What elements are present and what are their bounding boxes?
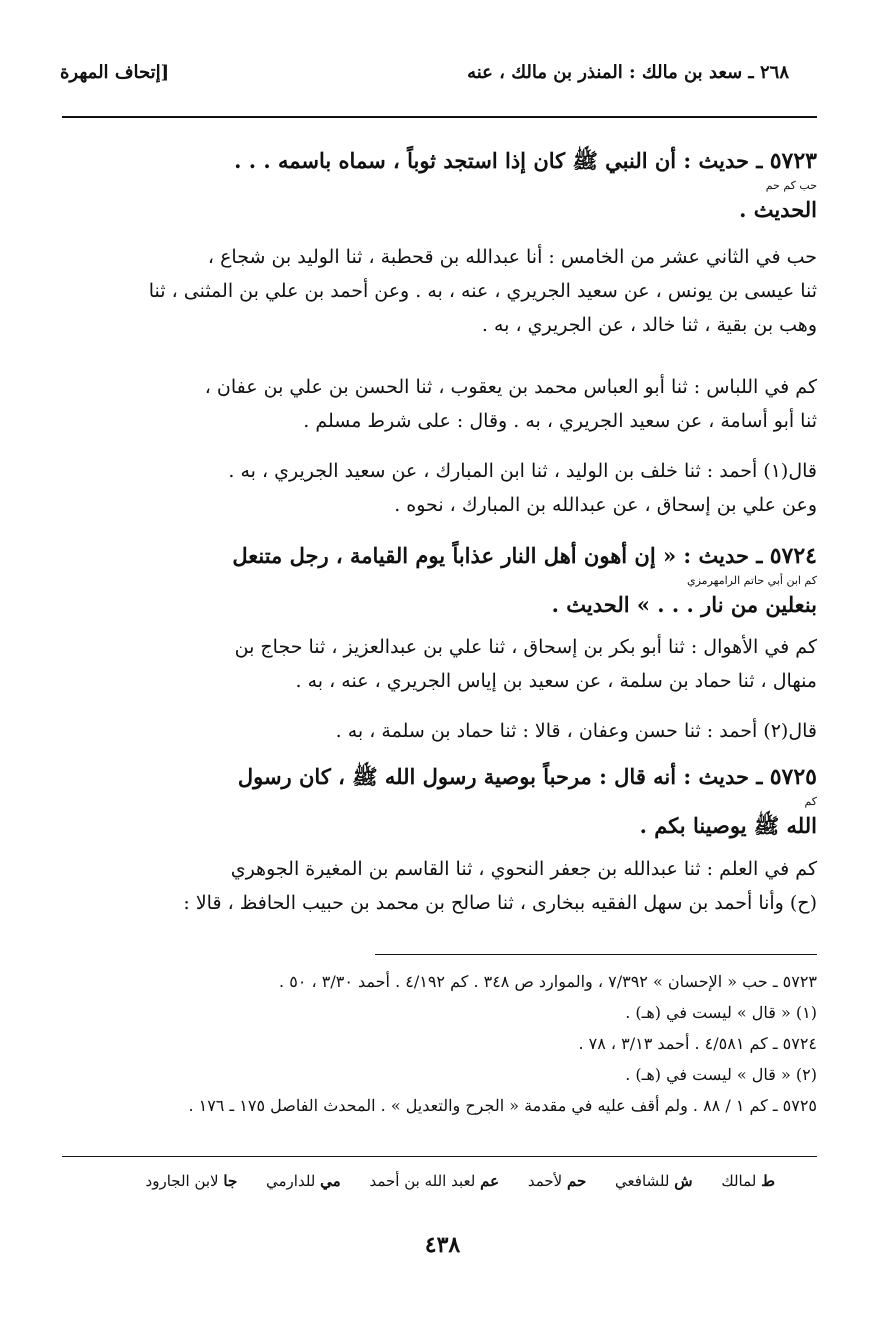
footnote-line: (١) « قال » ليست في (هـ) . — [625, 1003, 817, 1022]
entry-sigla: كم ابن أبي حاتم الرامهرمزي — [687, 574, 817, 587]
entry-heading — [62, 759, 817, 795]
isnad-paragraph — [62, 630, 817, 698]
page-number: ٤٣٨ — [424, 1232, 461, 1258]
abbr-item: جا لابن الجارود — [145, 1172, 238, 1190]
text-line: منهال ، ثنا حماد بن سلمة ، عن سعيد بن إياس الجريري ، عنه ، به . — [295, 670, 817, 692]
entry-sigla: حب كم حم — [765, 179, 817, 192]
footnote-line: ٥٧٢٣ ـ حب « الإحسان » ٧/٣٩٢ ، والموارد ص ٣٤٨ . كم ٤/١٩٢ . أحمد ٣/٣٠ ، ٥٠ . — [279, 972, 817, 991]
entry-number: ٥٧٢٥ — [769, 764, 817, 790]
footnote-rule — [375, 954, 817, 955]
header-book-title: [إتحاف المهرة — [60, 62, 170, 83]
entry-heading — [62, 538, 817, 574]
footnote-line: (٢) « قال » ليست في (هـ) . — [625, 1065, 817, 1084]
text-line: ثنا أبو أسامة ، عن سعيد الجريري ، به . وقال : على شرط مسلم . — [303, 410, 817, 432]
abbr-item: مي للدارمي — [266, 1172, 341, 1190]
entry-title: ـ حديث : أنه قال : مرحباً بوصية رسول الله ﷺ ، كان رسول — [237, 764, 763, 789]
text-line: كم في اللباس : ثنا أبو العباس محمد بن يعقوب ، ثنا الحسن بن علي بن عفان ، — [204, 376, 817, 398]
abbr-item: حم لأحمد — [527, 1172, 587, 1190]
hadith-entry-5723 — [62, 143, 817, 228]
isnad-paragraph — [62, 454, 817, 522]
text-line: قال(٢) أحمد : ثنا حسن وعفان ، قالا : ثنا حماد بن سلمة ، به . — [335, 720, 817, 742]
entry-title-end: الحديث . — [739, 197, 817, 222]
entry-heading — [62, 143, 817, 179]
entry-number: ٥٧٢٤ — [769, 543, 817, 569]
abbr-item: عم لعبد الله بن أحمد — [369, 1172, 500, 1190]
text-line: كم في الأهوال : ثنا أبو بكر بن إسحاق ، ثنا علي بن عبدالعزيز ، ثنا حجاج بن — [234, 636, 817, 658]
header-chapter-title: ٢٦٨ ـ سعد بن مالك : المنذر بن مالك ، عنه — [467, 62, 789, 83]
hadith-entry-5725 — [62, 759, 817, 844]
entry-title: ـ حديث : « إن أهون أهل النار عذاباً يوم القيامة ، رجل متنعل — [232, 543, 763, 568]
running-header — [60, 62, 789, 96]
text-line: وعن علي بن إسحاق ، عن عبدالله بن المبارك ، نحوه . — [394, 494, 817, 516]
abbreviation-rule — [62, 1156, 817, 1157]
isnad-paragraph — [62, 714, 817, 748]
isnad-paragraph — [62, 240, 817, 342]
footnote-line: ٥٧٢٥ ـ كم ١ / ٨٨ . ولم أقف عليه في مقدمة « الجرح والتعديل » . المحدث الفاصل ١٧٥ ـ ١٧٦ . — [188, 1096, 817, 1115]
text-line: كم في العلم : ثنا عبدالله بن جعفر النحوي ، ثنا القاسم بن المغيرة الجوهري — [230, 858, 817, 880]
text-line: وهب بن بقية ، ثنا خالد ، عن الجريري ، به . — [481, 314, 817, 336]
entry-title-end: الله ﷺ يوصينا بكم . — [639, 813, 817, 838]
isnad-paragraph — [62, 370, 817, 438]
footnote-line: ٥٧٢٤ ـ كم ٤/٥٨١ . أحمد ٣/١٣ ، ٧٨ . — [578, 1034, 817, 1053]
text-line: حب في الثاني عشر من الخامس : أنا عبدالله بن قحطبة ، ثنا الوليد بن شجاع ، — [207, 246, 817, 268]
hadith-entry-5724 — [62, 538, 817, 623]
header-rule — [62, 116, 817, 118]
text-line: قال(١) أحمد : ثنا خلف بن الوليد ، ثنا ابن المبارك ، عن سعيد الجريري ، به . — [228, 460, 817, 482]
entry-title-end: بنعلين من نار . . . » الحديث . — [551, 592, 817, 617]
entry-number: ٥٧٢٣ — [769, 148, 817, 174]
footnotes — [62, 966, 817, 1121]
entry-sigla: كم — [804, 795, 817, 808]
abbr-item: ط لمالك — [721, 1172, 775, 1190]
isnad-paragraph — [62, 852, 817, 920]
abbreviation-key — [62, 1172, 775, 1190]
text-line: ثنا عيسى بن يونس ، عن سعيد الجريري ، عنه ، به . وعن أحمد بن علي بن المثنى ، ثنا — [148, 280, 817, 302]
abbr-item: ش للشافعي — [615, 1172, 693, 1190]
text-line: (ح) وأنا أحمد بن سهل الفقيه ببخارى ، ثنا صالح بن محمد بن حبيب الحافظ ، قالا : — [183, 892, 817, 914]
entry-title: ـ حديث : أن النبي ﷺ كان إذا استجد ثوباً ، سماه باسمه . . . — [234, 148, 763, 173]
